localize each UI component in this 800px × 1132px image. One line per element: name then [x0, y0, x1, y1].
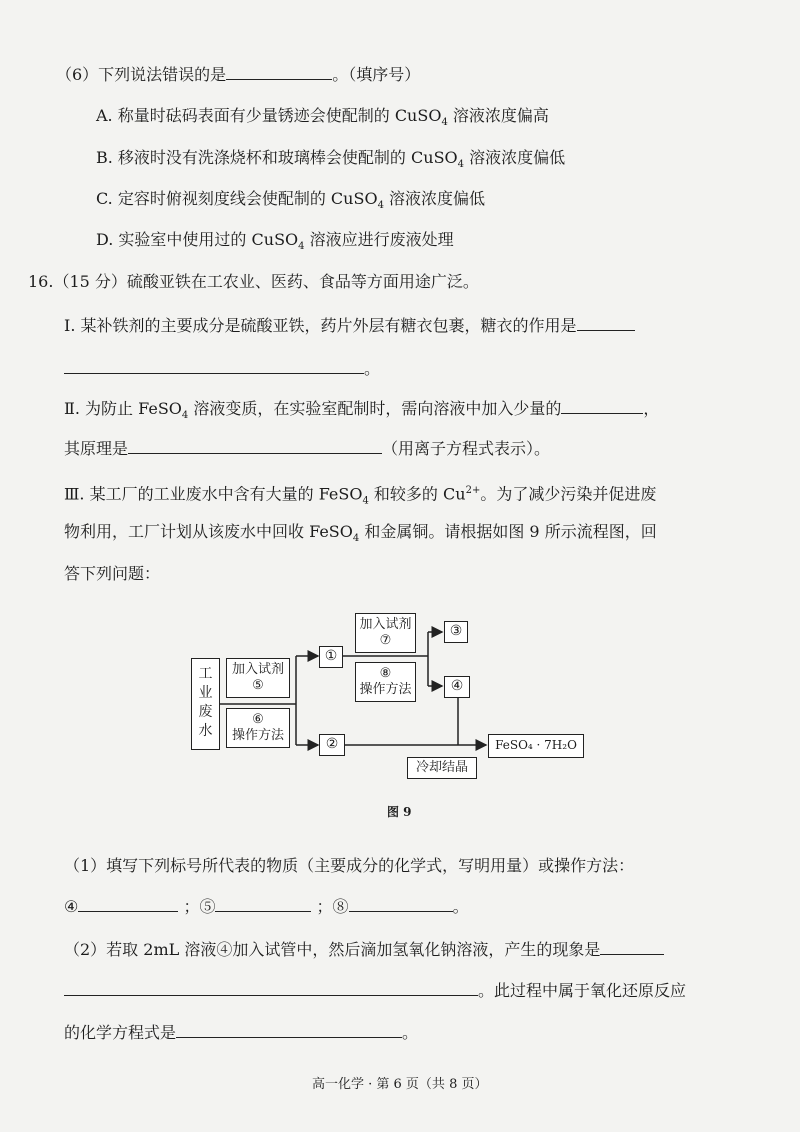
waste-water-box: 工业废水 — [191, 658, 220, 750]
q16-part2: Ⅱ. 为防止 FeSO$_4$ 溶液变质，在实验室配制时，需向溶液中加入少量的 ， — [64, 399, 660, 422]
q6-option-c: C. 定容时俯视刻度线会使配制的 CuSO$_4$ 溶液浓度偏低 — [96, 189, 486, 212]
answer-blank[interactable] — [176, 1022, 402, 1038]
reagent-7-box: 加入试剂 ⑦ — [355, 613, 416, 653]
q16-heading: 16.（15 分）硫酸亚铁在工农业、医药、食品等方面用途广泛。 — [28, 272, 479, 291]
node-2: ② — [319, 734, 345, 756]
reagent-5-box: 加入试剂 ⑤ — [226, 658, 290, 698]
node-1: ① — [319, 646, 343, 668]
product-box: FeSO₄ · 7H₂O — [488, 734, 584, 758]
answer-blank-4[interactable] — [78, 896, 178, 912]
sub2-cont: 。此过程中属于氧化还原反应 — [64, 980, 686, 1002]
answer-blank[interactable] — [561, 398, 643, 414]
q16-part3: Ⅲ. 某工厂的工业废水中含有大量的 FeSO$_4$ 和较多的 $Cu^{2+}$。为了减少污染并促进废 — [64, 484, 657, 507]
q16-part2-cont: 其原理是 （用离子方程式表示）。 — [64, 439, 551, 458]
answer-blank[interactable] — [128, 438, 382, 454]
answer-blank[interactable] — [577, 315, 635, 331]
page-footer: 高一化学 · 第 6 页（共 8 页） — [312, 1077, 488, 1092]
answer-blank[interactable] — [600, 939, 664, 955]
q6-option-b: B. 移液时没有洗涤烧杯和玻璃棒会使配制的 CuSO$_4$ 溶液浓度偏低 — [96, 148, 566, 171]
operation-6-box: ⑥ 操作方法 — [226, 708, 290, 748]
cooling-crystallization-box: 冷却结晶 — [407, 757, 477, 779]
answer-blank[interactable] — [64, 358, 364, 374]
q16-part1-cont: 。 — [64, 358, 380, 380]
q16-part1: Ⅰ. 某补铁剂的主要成分是硫酸亚铁，药片外层有糖衣包裹，糖衣的作用是 — [64, 315, 635, 337]
operation-8-box: ⑧ 操作方法 — [355, 662, 416, 702]
sub1-blanks: ④ ；⑤ ；⑧ 。 — [64, 897, 469, 916]
answer-blank[interactable] — [226, 64, 332, 80]
sub2-cont2: 的化学方程式是 。 — [64, 1023, 419, 1042]
sub2-stem: （2）若取 2mL 溶液④加入试管中，然后滴加氢氧化钠溶液，产生的现象是 — [64, 939, 664, 961]
q6-option-a: A. 称量时砝码表面有少量锈迹会使配制的 CuSO$_4$ 溶液浓度偏高 — [96, 106, 549, 129]
q16-part3-cont: 物利用，工厂计划从该废水中回收 FeSO$_4$ 和金属铜。请根据如图 9 所示流程图，回 — [64, 522, 657, 545]
answer-blank-8[interactable] — [349, 896, 453, 912]
q6-stem: （6）下列说法错误的是 。（填序号） — [56, 65, 421, 84]
answer-blank-5[interactable] — [215, 896, 311, 912]
answer-blank[interactable] — [64, 980, 478, 996]
node-3: ③ — [444, 621, 468, 643]
node-4: ④ — [444, 676, 470, 698]
figure-caption: 图 9 — [387, 805, 412, 819]
q16-part3-cont2: 答下列问题： — [64, 564, 161, 583]
q6-option-d: D. 实验室中使用过的 CuSO$_4$ 溶液应进行废液处理 — [96, 230, 454, 253]
sub1-stem: （1）填写下列标号所代表的物质（主要成分的化学式，写明用量）或操作方法： — [64, 856, 635, 875]
